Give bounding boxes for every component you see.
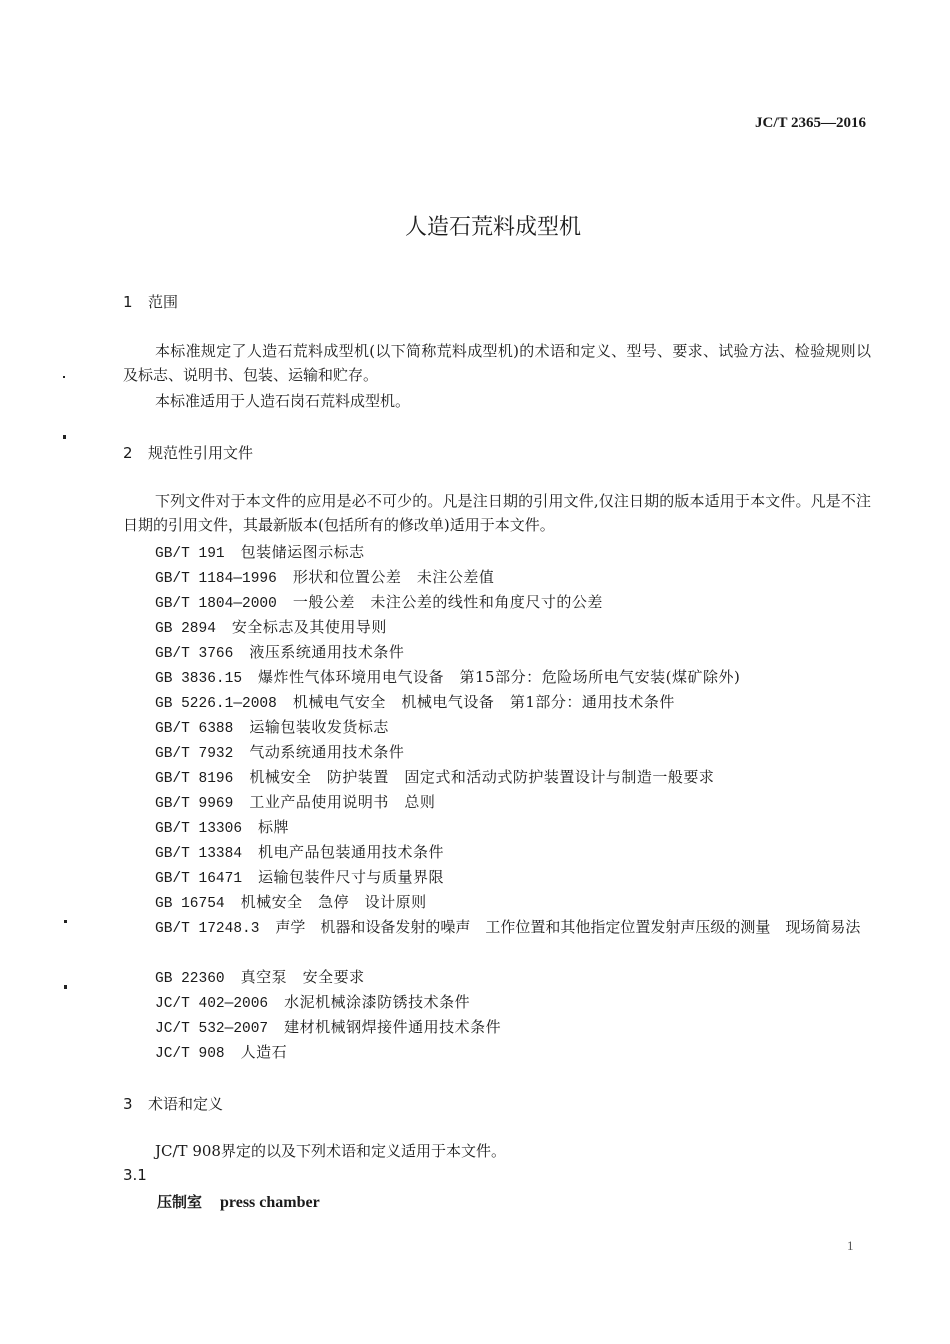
reference-code: JC/T 402—2006 xyxy=(155,996,269,1012)
reference-item xyxy=(155,691,675,712)
reference-item xyxy=(155,1041,287,1062)
reference-title: 安全标志及其使用导则 xyxy=(231,618,387,636)
scan-speck xyxy=(63,376,65,378)
reference-code: GB/T 3766 xyxy=(155,646,234,662)
standard-code: JC/T 2365—2016 xyxy=(755,115,866,131)
reference-item xyxy=(155,716,389,737)
reference-item xyxy=(155,1016,501,1037)
reference-title: 水泥机械涂漆防锈技术条件 xyxy=(284,993,471,1011)
reference-item xyxy=(155,816,289,837)
reference-title: 人造石 xyxy=(240,1043,288,1061)
scope-applicability: 本标准适用于人造石岗石荒料成型机。 xyxy=(155,392,411,410)
reference-item xyxy=(155,641,404,662)
page-number: 1 xyxy=(847,1238,854,1253)
reference-code: GB/T 7932 xyxy=(155,746,234,762)
reference-title: 真空泵 安全要求 xyxy=(240,968,365,986)
term-chinese: 压制室 xyxy=(157,1193,203,1211)
reference-title: 标牌 xyxy=(258,818,290,836)
reference-item xyxy=(155,891,427,912)
reference-item xyxy=(155,566,494,587)
reference-title: 机械安全 防护装置 固定式和活动式防护装置设计与制造一般要求 xyxy=(249,768,715,786)
section-3-heading xyxy=(123,1093,223,1114)
reference-item-wrapped xyxy=(123,915,871,942)
document-title: 人造石荒料成型机 xyxy=(404,215,581,240)
reference-code: GB/T 16471 xyxy=(155,871,243,887)
scan-speck xyxy=(63,435,66,439)
reference-code: GB 3836.15 xyxy=(155,671,243,687)
reference-title: 声学 机器和设备发射的噪声 工作位置和其他指定位置发射声压级的测量 现场简易法 xyxy=(275,918,861,936)
reference-title: 机械电气安全 机械电气设备 第1部分：通用技术条件 xyxy=(292,693,675,711)
reference-title: 气动系统通用技术条件 xyxy=(249,743,405,761)
term-english: press chamber xyxy=(220,1194,320,1211)
section-number: 1 xyxy=(123,293,133,311)
section-title: 规范性引用文件 xyxy=(148,444,254,462)
reference-code: JC/T 908 xyxy=(155,1046,225,1062)
reference-item xyxy=(155,666,740,687)
scan-speck xyxy=(64,920,67,923)
reference-code: GB/T 1184—1996 xyxy=(155,571,277,587)
scope-paragraph: 本标准规定了人造石荒料成型机(以下简称荒料成型机)的术语和定义、型号、要求、试验方法、检验规则以及标志、说明书、包装、运输和贮存。 xyxy=(123,342,871,384)
reference-title: 液压系统通用技术条件 xyxy=(249,643,405,661)
reference-code: GB/T 8196 xyxy=(155,771,234,787)
reference-title: 一般公差 未注公差的线性和角度尺寸的公差 xyxy=(292,593,603,611)
reference-code: GB/T 17248.3 xyxy=(155,921,260,937)
reference-code: GB 2894 xyxy=(155,621,216,637)
reference-item xyxy=(155,616,387,637)
reference-item xyxy=(155,766,714,787)
reference-code: GB/T 13384 xyxy=(155,846,243,862)
reference-code: GB/T 191 xyxy=(155,546,225,562)
reference-code: GB/T 1804—2000 xyxy=(155,596,277,612)
term-entry xyxy=(157,1191,320,1212)
reference-item xyxy=(155,741,404,762)
reference-title: 机械安全 急停 设计原则 xyxy=(240,893,427,911)
reference-code: GB/T 9969 xyxy=(155,796,234,812)
reference-title: 运输包装件尺寸与质量界限 xyxy=(258,868,445,886)
reference-item xyxy=(155,866,444,887)
reference-title: 机电产品包装通用技术条件 xyxy=(258,843,445,861)
reference-title: 工业产品使用说明书 总则 xyxy=(249,793,436,811)
reference-title: 形状和位置公差 未注公差值 xyxy=(292,568,495,586)
section-2-heading xyxy=(123,442,253,463)
scan-speck xyxy=(64,985,67,989)
reference-code: GB 5226.1—2008 xyxy=(155,696,277,712)
section-1-heading xyxy=(123,291,178,312)
reference-code: GB/T 6388 xyxy=(155,721,234,737)
reference-code: GB/T 13306 xyxy=(155,821,243,837)
reference-item xyxy=(155,991,470,1012)
terms-intro: JC/T 908界定的以及下列术语和定义适用于本文件。 xyxy=(155,1142,506,1160)
section-title: 范围 xyxy=(148,293,179,311)
reference-item xyxy=(155,841,444,862)
reference-code: GB 22360 xyxy=(155,971,225,987)
reference-item xyxy=(155,791,435,812)
reference-item xyxy=(155,966,365,987)
reference-title: 爆炸性气体环境用电气设备 第15部分：危险场所电气安装(煤矿除外) xyxy=(258,668,741,686)
section-title: 术语和定义 xyxy=(148,1095,224,1113)
reference-title: 建材机械钢焊接件通用技术条件 xyxy=(284,1018,502,1036)
reference-item xyxy=(155,591,603,612)
section-number: 3 xyxy=(123,1095,133,1113)
reference-code: JC/T 532—2007 xyxy=(155,1021,269,1037)
reference-item xyxy=(155,541,365,562)
reference-code: GB 16754 xyxy=(155,896,225,912)
reference-title: 运输包装收发货标志 xyxy=(249,718,389,736)
term-number: 3.1 xyxy=(123,1166,147,1184)
references-intro: 下列文件对于本文件的应用是必不可少的。凡是注日期的引用文件,仅注日期的版本适用于本文件。凡是不注日期的引用文件，其最新版本(包括所有的修改单)适用于本文件。 xyxy=(123,492,871,534)
reference-title: 包装储运图示标志 xyxy=(240,543,365,561)
section-number: 2 xyxy=(123,444,133,462)
